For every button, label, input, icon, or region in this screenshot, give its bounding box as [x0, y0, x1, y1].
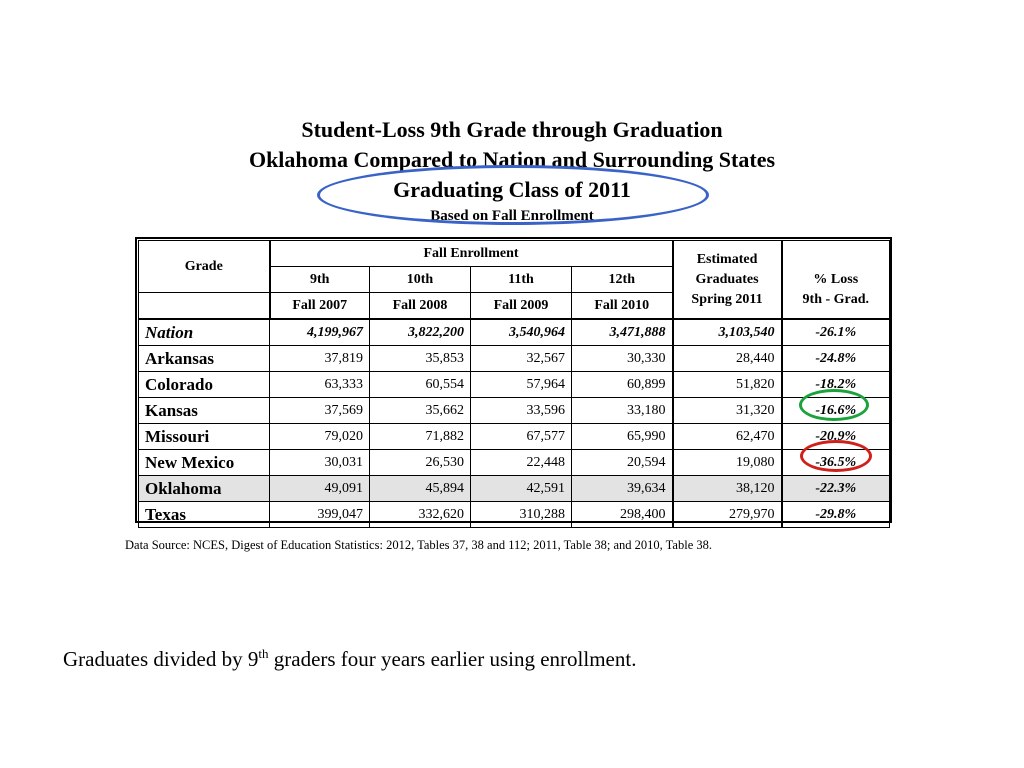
cell-10th: 45,894 [370, 476, 471, 502]
cell-12th: 30,330 [572, 346, 673, 372]
cell-11th: 32,567 [471, 346, 572, 372]
cell-10th: 3,822,200 [370, 319, 471, 346]
table-row-colorado [139, 372, 890, 398]
spring-label: Spring 2011 [691, 291, 763, 307]
cell-11th: 57,964 [471, 372, 572, 398]
cell-loss: -24.8% [782, 346, 890, 372]
loss-sub-label: 9th - Grad. [802, 291, 870, 307]
cell-9th: 399,047 [270, 502, 370, 528]
cell-11th: 310,288 [471, 502, 572, 528]
table-row-texas [139, 502, 890, 528]
row-name: Oklahoma [139, 476, 270, 502]
row-name: New Mexico [139, 450, 270, 476]
cell-loss: -22.3% [782, 476, 890, 502]
cell-10th: 35,662 [370, 398, 471, 424]
row-name: Nation [139, 319, 270, 346]
enrollment-table [138, 240, 890, 528]
cell-11th: 42,591 [471, 476, 572, 502]
fall-enrollment-header: Fall Enrollment [270, 241, 673, 267]
table-row-new-mexico [139, 450, 890, 476]
cell-10th: 35,853 [370, 346, 471, 372]
cell-graduates: 279,970 [673, 502, 782, 528]
cell-graduates: 38,120 [673, 476, 782, 502]
cell-11th: 67,577 [471, 424, 572, 450]
table-row-arkansas [139, 346, 890, 372]
cell-9th: 30,031 [270, 450, 370, 476]
cell-10th: 332,620 [370, 502, 471, 528]
loss-label: % Loss [813, 271, 859, 287]
cell-9th: 49,091 [270, 476, 370, 502]
cell-graduates: 19,080 [673, 450, 782, 476]
table-row-nation [139, 319, 890, 346]
title-line-4: Based on Fall Enrollment [430, 208, 594, 224]
estimated-label: Estimated [696, 251, 758, 267]
year-2010-header: Fall 2010 [572, 293, 673, 320]
grade-header-spacer [139, 293, 270, 320]
cell-9th: 37,569 [270, 398, 370, 424]
percent-loss-header [782, 241, 890, 320]
highlight-ellipse-blue [317, 165, 709, 225]
grade-9th-header: 9th [270, 267, 370, 293]
grade-header: Grade [139, 241, 270, 293]
row-name: Missouri [139, 424, 270, 450]
cell-graduates: 31,320 [673, 398, 782, 424]
cell-12th: 39,634 [572, 476, 673, 502]
cell-11th: 22,448 [471, 450, 572, 476]
cell-graduates: 3,103,540 [673, 319, 782, 346]
cell-9th: 63,333 [270, 372, 370, 398]
table-row-oklahoma [139, 476, 890, 502]
row-name: Texas [139, 502, 270, 528]
footnote-before: Graduates divided by 9 [63, 647, 259, 671]
cell-9th: 79,020 [270, 424, 370, 450]
cell-loss: -20.9% [782, 424, 890, 450]
cell-9th: 4,199,967 [270, 319, 370, 346]
estimated-graduates-header [673, 241, 782, 320]
cell-10th: 60,554 [370, 372, 471, 398]
row-name: Kansas [139, 398, 270, 424]
cell-graduates: 28,440 [673, 346, 782, 372]
table-row-missouri [139, 424, 890, 450]
cell-12th: 3,471,888 [572, 319, 673, 346]
cell-loss: -16.6% [782, 398, 890, 424]
year-2007-header: Fall 2007 [270, 293, 370, 320]
data-source-note: Data Source: NCES, Digest of Education Statistics: 2012, Tables 37, 38 and 112; 2011, Table 38; and 2010, Table 38. [125, 538, 712, 552]
footnote-after: graders four years earlier using enrollment. [268, 647, 637, 671]
highlight-ellipse-red [800, 440, 872, 472]
year-2009-header: Fall 2009 [471, 293, 572, 320]
cell-12th: 65,990 [572, 424, 673, 450]
year-2008-header: Fall 2008 [370, 293, 471, 320]
grade-12th-header: 12th [572, 267, 673, 293]
cell-12th: 33,180 [572, 398, 673, 424]
cell-loss: -18.2% [782, 372, 890, 398]
title-line-1: Student-Loss 9th Grade through Graduation [301, 117, 723, 142]
cell-11th: 3,540,964 [471, 319, 572, 346]
cell-loss: -36.5% [782, 450, 890, 476]
grade-10th-header: 10th [370, 267, 471, 293]
cell-10th: 71,882 [370, 424, 471, 450]
cell-12th: 20,594 [572, 450, 673, 476]
cell-graduates: 51,820 [673, 372, 782, 398]
cell-11th: 33,596 [471, 398, 572, 424]
cell-9th: 37,819 [270, 346, 370, 372]
footnote-text [63, 646, 636, 672]
graduates-label: Graduates [695, 271, 759, 287]
row-name: Colorado [139, 372, 270, 398]
row-name: Arkansas [139, 346, 270, 372]
cell-10th: 26,530 [370, 450, 471, 476]
title-line-3: Graduating Class of 2011 [393, 177, 631, 202]
title-line-2: Oklahoma Compared to Nation and Surrounding States [248, 147, 776, 172]
footnote-sup: th [258, 646, 269, 661]
cell-12th: 298,400 [572, 502, 673, 528]
cell-loss: -29.8% [782, 502, 890, 528]
grade-11th-header: 11th [471, 267, 572, 293]
cell-12th: 60,899 [572, 372, 673, 398]
cell-graduates: 62,470 [673, 424, 782, 450]
cell-loss: -26.1% [782, 319, 890, 346]
table-row-kansas [139, 398, 890, 424]
highlight-ellipse-green [799, 389, 869, 421]
